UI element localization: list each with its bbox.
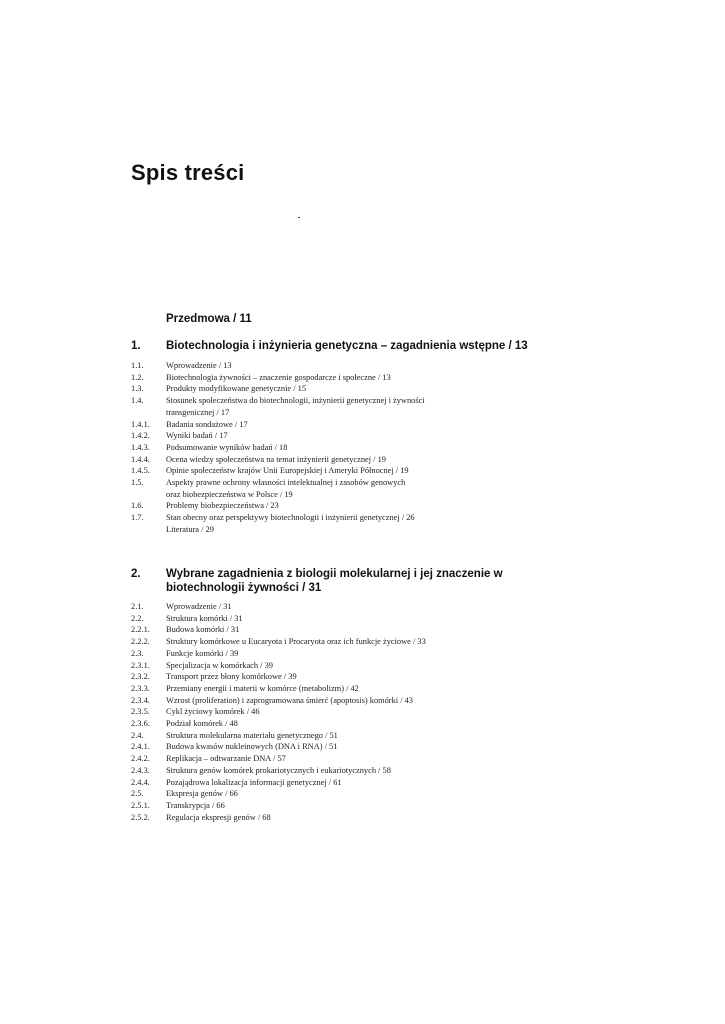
- entry-text: Ocena wiedzy społeczeństwa na temat inżynierii genetycznej / 19: [166, 454, 386, 464]
- entry-text: Regulacja ekspresji genów / 68: [166, 812, 271, 822]
- entry-text: Specjalizacja w komórkach / 39: [166, 660, 273, 670]
- entry-text: Replikacja – odtwarzanie DNA / 57: [166, 754, 286, 764]
- toc-entry: [131, 671, 531, 683]
- toc-entry: [131, 636, 531, 648]
- entry-text: Struktura genów komórek prokariotycznych i eukariotycznych / 58: [166, 765, 391, 775]
- entry-number: 1.4.1.: [131, 419, 150, 429]
- entry-text: Ekspresja genów / 66: [166, 789, 238, 799]
- entry-text: Wprowadzenie / 13: [166, 361, 232, 370]
- toc-entry: [131, 395, 531, 407]
- toc-entry: [131, 777, 531, 789]
- entry-number: 1.4.4.: [131, 454, 150, 464]
- toc-entry: [131, 512, 531, 524]
- entry-text: Budowa kwasów nukleinowych (DNA i RNA) / 51: [166, 742, 338, 752]
- entry-text: Badania sondażowe / 17: [166, 419, 248, 429]
- toc-entry: [131, 730, 531, 742]
- entry-number: 2.4.: [131, 730, 144, 740]
- toc-entry: [131, 741, 531, 753]
- entry-text: Pozajądrowa lokalizacja informacji genetycznej / 61: [166, 777, 342, 787]
- toc-entry: [131, 753, 531, 765]
- entry-number: 2.1.: [131, 602, 144, 611]
- entry-number: 2.4.1.: [131, 742, 150, 752]
- preface-entry: Przedmowa / 11: [166, 313, 252, 325]
- entry-number: 1.1.: [131, 361, 144, 370]
- entry-text: Przemiany energii i materii w komórce (metabolizm) / 42: [166, 683, 359, 693]
- toc-entry: [131, 383, 531, 395]
- entry-text: Budowa komórki / 31: [166, 625, 240, 635]
- entry-text: Stan obecny oraz perspektywy biotechnologii i inżynierii genetycznej / 26: [166, 513, 415, 523]
- toc-entry: [131, 800, 531, 812]
- toc-entry: [131, 660, 531, 672]
- toc-entry: [131, 524, 531, 536]
- entry-number: 2.2.2.: [131, 637, 150, 647]
- chapter-number: 1.: [131, 340, 141, 352]
- chapter-2-entries: [131, 601, 531, 823]
- entry-text: Funkcje komórki / 39: [166, 648, 239, 658]
- entry-number: 2.3.3.: [131, 683, 150, 693]
- entry-text: Biotechnologia żywności – znaczenie gospodarcze i społeczne / 13: [166, 372, 391, 382]
- toc-entry: [131, 624, 531, 636]
- entry-number: 2.4.3.: [131, 765, 150, 775]
- entry-text: Wprowadzenie / 31: [166, 602, 232, 611]
- chapter-1-entries: [131, 360, 531, 536]
- entry-number: 2.4.4.: [131, 777, 150, 787]
- toc-entry: [131, 430, 531, 442]
- entry-number: 2.3.2.: [131, 672, 150, 682]
- entry-number: 1.6.: [131, 501, 144, 511]
- entry-number: 2.2.1.: [131, 625, 150, 635]
- entry-number: 1.4.: [131, 396, 144, 406]
- entry-text: Opinie społeczeństw krajów Unii Europejskiej i Ameryki Północnej / 19: [166, 466, 409, 476]
- toc-entry: [131, 477, 531, 489]
- toc-entry: [131, 489, 531, 501]
- entry-text: Stosunek społeczeństwa do biotechnologii, inżynierii genetycznej i żywności: [166, 396, 425, 406]
- toc-entry: [131, 372, 531, 384]
- entry-text: transgenicznej / 17: [166, 407, 230, 417]
- entry-text: Podział komórek / 48: [166, 719, 238, 729]
- entry-number: 1.7.: [131, 513, 144, 523]
- entry-number: 1.3.: [131, 384, 144, 394]
- entry-number: 2.5.: [131, 789, 144, 799]
- stray-mark: [298, 217, 300, 218]
- entry-text: Struktura komórki / 31: [166, 613, 243, 623]
- entry-number: 2.3.1.: [131, 660, 150, 670]
- entry-text: Podsumowanie wyników badań / 18: [166, 442, 288, 452]
- entry-text: Transkrypcja / 66: [166, 800, 225, 810]
- toc-entry: [131, 706, 531, 718]
- toc-entry: [131, 465, 531, 477]
- toc-entry: [131, 601, 531, 613]
- toc-entry: [131, 765, 531, 777]
- chapter-title: Biotechnologia i inżynieria genetyczna – zagadnienia wstępne / 13: [166, 340, 528, 352]
- entry-number: 2.3.4.: [131, 695, 150, 705]
- entry-text: Struktury komórkowe u Eucaryota i Procaryota oraz ich funkcje życiowe / 33: [166, 637, 426, 647]
- chapter-title: Wybrane zagadnienia z biologii molekularnej i jej znaczenie w biotechnologii żywności / 31: [166, 568, 503, 594]
- toc-entry: [131, 648, 531, 660]
- toc-entry: [131, 683, 531, 695]
- entry-number: 2.3.: [131, 648, 144, 658]
- entry-number: 2.5.2.: [131, 812, 150, 822]
- toc-entry: [131, 500, 531, 512]
- entry-number: 2.3.6.: [131, 719, 150, 729]
- entry-text: oraz biobezpieczeństwa w Polsce / 19: [166, 489, 293, 499]
- toc-entry: [131, 613, 531, 625]
- toc-entry: [131, 695, 531, 707]
- entry-number: 1.4.2.: [131, 431, 150, 441]
- entry-number: 2.3.5.: [131, 707, 150, 717]
- entry-text: Wzrost (proliferation) i zaprogramowana śmierć (apoptosis) komórki / 43: [166, 695, 413, 705]
- entry-number: 2.5.1.: [131, 800, 150, 810]
- entry-text: Literatura / 29: [166, 524, 214, 534]
- entry-text: Struktura molekularna materiału genetycznego / 51: [166, 730, 338, 740]
- chapter-number: 2.: [131, 568, 141, 580]
- toc-entry: [131, 419, 531, 431]
- entry-number: 1.4.3.: [131, 442, 150, 452]
- toc-entry: [131, 360, 531, 372]
- toc-entry: [131, 442, 531, 454]
- toc-entry: [131, 718, 531, 730]
- entry-text: Transport przez błony komórkowe / 39: [166, 672, 297, 682]
- entry-number: 2.4.2.: [131, 754, 150, 764]
- entry-number: 2.2.: [131, 613, 144, 623]
- toc-entry: [131, 407, 531, 419]
- toc-entry: [131, 812, 531, 824]
- entry-number: 1.2.: [131, 372, 144, 382]
- toc-entry: [131, 788, 531, 800]
- entry-number: 1.4.5.: [131, 466, 150, 476]
- page-title: Spis treści: [131, 160, 245, 185]
- entry-number: 1.5.: [131, 478, 144, 488]
- toc-entry: [131, 454, 531, 466]
- entry-text: Produkty modyfikowane genetycznie / 15: [166, 384, 307, 394]
- entry-text: Problemy biobezpieczeństwa / 23: [166, 501, 279, 511]
- entry-text: Aspekty prawne ochrony własności intelektualnej i zasobów genowych: [166, 478, 406, 488]
- entry-text: Cykl życiowy komórek / 46: [166, 707, 260, 717]
- entry-text: Wyniki badań / 17: [166, 431, 228, 441]
